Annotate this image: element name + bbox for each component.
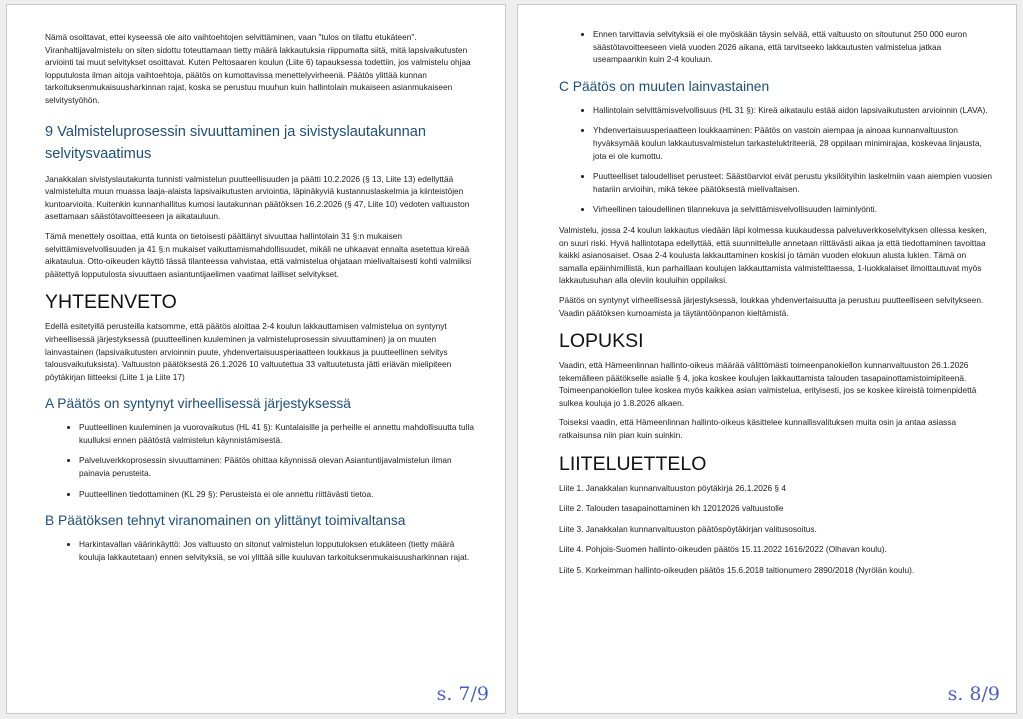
subheading-b: B Päätöksen tehnyt viranomainen on ylittänyt toimivaltansa (45, 513, 406, 529)
paragraph: Valmistelu, jossa 2-4 koulun lakkautus viedään läpi kolmessa kuukaudessa palveluverkkoselvityksen ollessa kesken, on suuri riski. Hyvä hallintotapa edellyttää, että suunnittelulle annetaan riittävästi aikaa ja että tiedottaminen tavoittaa kaikki asianosaiset. Osaa 2-4 koulusta lakkauttaminen koskisi jo tämän vuoden elokuun alusta lukien. Tämä on samalla epäinhimillistä, kun parhaillaan koulujen lakkauttamista valmistelttaessa, 1-luokkalaiset ilmoittautuvat myös lakkautusuhan alla oleviin kouluihin oppilaiksi. (559, 224, 987, 286)
paragraph: Nämä osoittavat, ettei kyseessä ole aito vaihtoehtojen selvittäminen, vaan "tulos on tilattu etukäteen". Viranhaltijavalmistelu on siten sidottu toteuttamaan tietty määrä lakkautuksia riippumatta siitä, mitä lapsivaikutusten arviointi tai muut selvitykset osoittavat. Kuten Peltosaaren koulun (Liite 6) tapauksessa todettiin, jos valmistelu ohjaa lopputulosta ilman aitoja vaihtoehtoja, päätös on kumottavissa menettelyvirheenä. Päätös ylittää kunnan tarkoituksenmukaisuusharkinnan rajat, koska se perustuu muuhun kuin hallintolain mukaiseen asianmukaiseen selvitystyöhön. (45, 32, 471, 105)
list-item: • Virheellinen taloudellinen tilannekuva ja selvittämisvelvollisuuden laiminlyönti. (593, 203, 994, 216)
page-number: s. 8/9 (947, 683, 1000, 705)
list-item: • Puutteelliset taloudelliset perusteet: Säästöarviot eivät perustu yksilöityihin laskelmiin vaan aiempien vuosien hatariin arvioihin, mikä tekee päätöksestä mielivaltaisen. (593, 170, 994, 195)
appendix-item: Liite 2. Talouden tasapainottaminen kh 12012026 valtuustolle (559, 503, 784, 514)
subheading-c: C Päätös on muuten lainvastainen (559, 78, 770, 94)
paragraph: Vaadin, että Hämeenlinnan hallinto-oikeus määrää välittömästi toimeenpanokiellon kunnanvaltuuston 26.1.2026 tekemälleen päätökselle asialle § 4, joka koskee koulujen lakkauttamista talouden tasapainottamistoimipiteenä. Toimeenpanokiellon tulee koskea myös kaikkea asian valmistelua, erityisesti, jos se koskee kiireistä toimenpidettä sulkea kouluja jo 1.8.2026 alkaen. (559, 360, 977, 408)
appendix-item: Liite 4. Pohjois-Suomen hallinto-oikeuden päätös 15.11.2022 1616/2022 (Olhavan koulu). (559, 544, 887, 555)
yhteenveto-heading: YHTEENVETO (45, 291, 177, 314)
list-item: • Palveluverkkoprosessin sivuuttaminen: Päätös ohittaa käynnissä olevan Asiantuntijavalmistelun ilman painavia perusteita. (79, 454, 479, 479)
page-8-content (559, 28, 994, 585)
page-number: s. 7/9 (436, 683, 489, 705)
list-item: • Puutteellinen kuuleminen ja vuorovaikutus (HL 41 §): Kuntalaisille ja perheille ei annettu mahdollisuutta tulla kuulluksi ennen päätöstä valmistelun käynnistämisestä. (79, 421, 479, 446)
list-item: • Puutteellinen tiedottaminen (KL 29 §): Perusteista ei ole annettu riittävästi tietoa. (79, 488, 479, 501)
paragraph: Toiseksi vaadin, että Hämeenlinnan hallinto-oikeus käsittelee kunnallisvalituksen muita osin ja antaa asiassa ratkaisunsa niin pian kuin suinkin. (559, 417, 957, 441)
appendix-item: Liite 3. Janakkalan kunnanvaltuuston päätöspöytäkirjan valitusosoitus. (559, 523, 817, 534)
list-item: • Ennen tarvittavia selvityksiä ei ole myöskään täysin selvää, että valtuusto on sitoutunut 250 000 euron säästötavoitteeseen vielä vuoden 2026 aikana, että tarvitseeko lakkautusten valmistelua jatkaa useampaankin kuin 2-4 kouluun. (593, 28, 994, 66)
list-item: • Harkintavallan väärinkäyttö: Jos valtuusto on sitonut valmistelun lopputuloksen etukäteen (tietty määrä kouluja lakkautetaan) ennen selvityksiä, se voi ylittää sille kuuluvan tarkoituksenmukaisuusharkinnan rajat. (79, 538, 479, 563)
list-item: • Hallintolain selvittämisvelvollisuus (HL 31 §): Kireä aikataulu estää aidon lapsivaikutusten arvioinnin (LAVA). (593, 104, 994, 117)
appendix-item: Liite 1. Janakkalan kunnanvaltuuston pöytäkirja 26.1.2026 § 4 (559, 482, 786, 493)
paragraph: Päätös on syntynyt virheellisessä järjestyksessä, loukkaa yhdenvertaisuutta ja perustuu puutteelliseen selvitykseen. Vaadin päätöksen kumoamista ja täytäntöönpanon kieltämistä. (559, 294, 984, 318)
liiteluettelo-heading: LIITELUETTELO (559, 452, 707, 475)
document-page-8 (517, 4, 1017, 714)
section-9-heading: 9 Valmisteluprosessin sivuuttaminen ja sivistyslautakunnan selvitysvaatimus (45, 123, 426, 162)
paragraph: Edellä esitetyillä perusteilla katsomme, että päätös aloittaa 2-4 koulun lakkauttamisen valmistelua on syntynyt virheellisessä järjestyksessä (puutteellinen kuuleminen ja valmisteluprosessin sivuuttaminen) ja on muuten lainvastainen (lapsivaikutusten arvioinnin puute, yhdenvertaisuusperiaatteen loukkaus ja puutteellinen selvitys talousvaikutuksista). Valtuuston päätöksestä 26.1.2026 10 valtuutettua 33 valtuutetusta jätti eriävän mielipiteen pöytäkirjan liitteeksi (Liite 1 ja Liite 17) (45, 321, 452, 382)
page-7-content (45, 31, 479, 571)
appendix-item: Liite 5. Korkeimman hallinto-oikeuden päätös 15.6.2018 taltionumero 2890/2018 (Nyrölän koulu). (559, 565, 915, 576)
paragraph: Janakkalan sivistyslautakunta tunnisti valmistelun puutteellisuuden ja päätti 10.2.2026 (§ 13, Liite 13) edellyttää valmistelulta muun muassa laaja-alaista lapsivaikutusten arviointia, läpinäkyviä kustannuslaskelmia ja kiinteistöjen kuntoarvioita. Kuitenkin kunnanhallitus kumosi lautakunnan päätöksen 16.2.2026 (§ 47, Liite 10) vedoten valtuuston asettamaan säästötavoitteeseen ja aikatauluun. (45, 173, 470, 222)
document-page-7 (6, 4, 506, 714)
subheading-a: A Päätös on syntynyt virheellisessä järjestyksessä (45, 396, 351, 412)
list-item: • Yhdenvertaisuusperiaatteen loukkaaminen: Päätös on vastoin aiempaa ja ainoaa kunnanvaltuuston hyväksymää koulun lakkautusvalmistelun tarkasteluktriteeriä, 28 oppilaan minimirajaa, koskevaa linjausta, jota ei ole kumottu. (593, 124, 994, 162)
bullet-list-b (45, 538, 479, 563)
lopuksi-heading: LOPUKSI (559, 330, 644, 353)
paragraph: Tämä menettely osoittaa, että kunta on tietoisesti päättänyt sivuuttaa hallintolain 31 §:n mukaisen selvittämisvelvollisuuden ja 41 §:n mukaiset vaikuttamismahdollisuudet, mikäli ne uhkaavat ennalta asetettua kireää aikataulua. Otto-oikeuden käyttö tässä tilanteessa vahvistaa, että valmistelua ohjataan mielivaltaisesti kohti valmiiksi päätettyä lopputulosta sivuuttaen asiantuntijaelimen vaatimat lailliset selvitykset. (45, 230, 472, 279)
bullet-list-continued (559, 28, 994, 66)
bullet-list-a (45, 421, 479, 500)
bullet-list-c (559, 104, 994, 216)
